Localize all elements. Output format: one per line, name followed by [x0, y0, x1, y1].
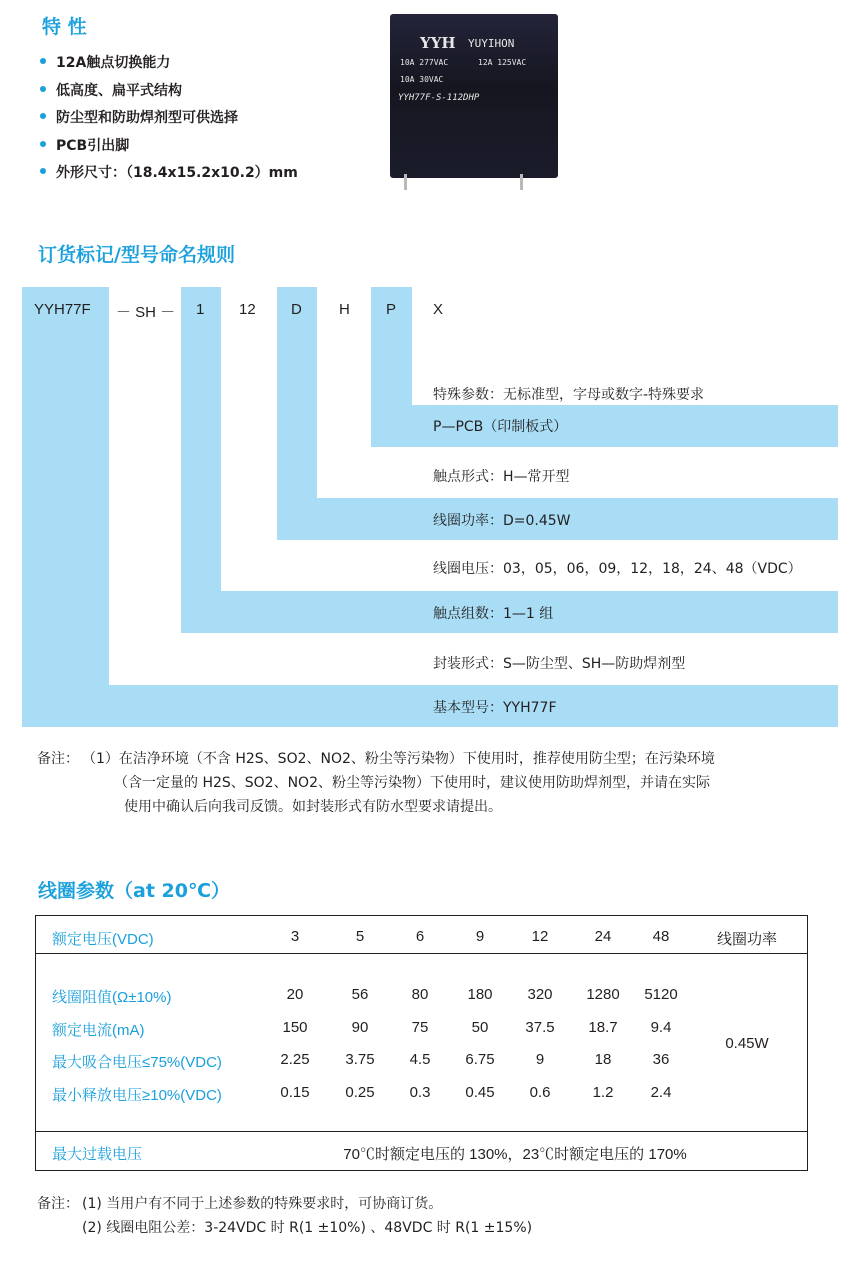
- code-coil-voltage: 12: [239, 301, 256, 318]
- label-contact-count: 触点组数：1—1 组: [433, 606, 554, 622]
- feature-item: 12A触点切换能力: [40, 52, 170, 72]
- label-coil-power: 线圈功率：D=0.45W: [433, 513, 571, 529]
- cell: 9: [535, 1051, 545, 1068]
- bullet-icon: [40, 113, 46, 119]
- label-contact-form: 触点形式：H—常开型: [433, 469, 570, 485]
- bullet-icon: [40, 86, 46, 92]
- table-divider: [35, 953, 808, 954]
- row-label: 线圈阻值(Ω±10%): [52, 989, 172, 1006]
- coil-note-prefix: 备注：: [37, 1196, 79, 1212]
- overload-label: 最大过载电压: [52, 1146, 143, 1163]
- label-bar-base-model: [22, 685, 838, 727]
- code-contact-form: H: [339, 301, 350, 318]
- header-voltage: 9: [475, 928, 485, 945]
- cell: 18.7: [588, 1019, 618, 1036]
- cell: 0.15: [280, 1084, 310, 1101]
- code-coil-power: D: [291, 301, 302, 318]
- table-divider: [35, 1131, 808, 1132]
- cell: 36: [652, 1051, 670, 1068]
- coil-power-value: 0.45W: [725, 1035, 769, 1052]
- ordering-note-line: 使用中确认后向我司反馈。如封装形式有防水型要求请提出。: [124, 799, 502, 815]
- bullet-icon: [40, 141, 46, 147]
- label-base-model: 基本型号：YYH77F: [433, 700, 557, 716]
- relay-rating-1b: 12A 125VAC: [478, 58, 527, 67]
- cell: 1280: [586, 986, 620, 1003]
- feature-item: 低高度、扁平式结构: [40, 80, 182, 100]
- relay-pin: [404, 174, 407, 190]
- ordering-note-line: （1）在洁净环境（不含 H2S、SO2、NO2、粉尘等污染物）下使用时，推荐使用防尘型；在污染环境: [82, 751, 715, 767]
- relay-rating-2: 10A 30VAC: [400, 75, 444, 84]
- cell: 9.4: [650, 1019, 672, 1036]
- ordering-note-line: （含一定量的 H2S、SO2、NO2、粉尘等污染物）下使用时，建议使用防助焊剂型，并请在实际: [114, 775, 710, 791]
- relay-pin: [520, 174, 523, 190]
- header-voltage: 12: [531, 928, 549, 945]
- cell: 320: [527, 986, 553, 1003]
- coil-note-line: (1) 当用户有不同于上述参数的特殊要求时，可协商订货。: [82, 1196, 443, 1212]
- cell: 180: [467, 986, 493, 1003]
- label-package: 封装形式：S—防尘型、SH—防助焊剂型: [433, 656, 686, 672]
- cell: 150: [282, 1019, 308, 1036]
- code-contact-count: 1: [196, 301, 205, 318]
- cell: 20: [286, 986, 304, 1003]
- label-pcb: P—PCB（印制板式）: [433, 419, 568, 435]
- cell: 2.25: [280, 1051, 310, 1068]
- overload-value: 70℃时额定电压的 130%，23℃时额定电压的 170%: [343, 1146, 687, 1163]
- bullet-icon: [40, 168, 46, 174]
- cell: 1.2: [592, 1084, 614, 1101]
- feature-item: PCB引出脚: [40, 135, 129, 155]
- code-special: X: [433, 301, 444, 318]
- feature-item: 防尘型和防助焊剂型可供选择: [40, 107, 238, 127]
- header-voltage: 48: [652, 928, 670, 945]
- header-voltage: 5: [355, 928, 365, 945]
- coil-title: 线圈参数（at 20℃）: [38, 880, 230, 902]
- cell: 37.5: [525, 1019, 555, 1036]
- cell: 90: [351, 1019, 369, 1036]
- row-label: 额定电流(mA): [52, 1022, 145, 1039]
- cell: 0.3: [409, 1084, 431, 1101]
- cell: 0.45: [465, 1084, 495, 1101]
- cell: 2.4: [650, 1084, 672, 1101]
- ordering-title: 订货标记/型号命名规则: [38, 244, 235, 266]
- code-column-base: [22, 287, 109, 727]
- feature-item: 外形尺寸：（18.4x15.2x10.2）mm: [40, 162, 298, 182]
- code-package: － SH －: [116, 304, 176, 321]
- ordering-note-prefix: 备注：: [37, 751, 79, 767]
- features-title: 特 性: [42, 16, 87, 38]
- row-label: 最大吸合电压≤75%(VDC): [52, 1054, 222, 1071]
- cell: 50: [471, 1019, 489, 1036]
- cell: 75: [411, 1019, 429, 1036]
- coil-note-line: (2) 线圈电阻公差：3-24VDC 时 R(1 ±10%) 、48VDC 时 R(1 ±15%): [82, 1220, 533, 1236]
- row-label: 最小释放电压≥10%(VDC): [52, 1087, 222, 1104]
- cell: 4.5: [409, 1051, 431, 1068]
- cell: 18: [594, 1051, 612, 1068]
- cell: 0.25: [345, 1084, 375, 1101]
- relay-rating-1a: 10A 277VAC: [400, 58, 449, 67]
- label-special: 特殊参数：无标准型，字母或数字-特殊要求: [433, 387, 705, 403]
- header-voltage: 6: [415, 928, 425, 945]
- cell: 6.75: [465, 1051, 495, 1068]
- relay-model: YYH77F-S-112DHP: [398, 93, 480, 103]
- relay-brand: YYH: [420, 34, 456, 52]
- cell: 3.75: [345, 1051, 375, 1068]
- header-coil-power: 线圈功率: [716, 931, 777, 948]
- code-column-contact-count: [181, 287, 221, 633]
- cell: 56: [351, 986, 369, 1003]
- code-base-model: YYH77F: [34, 301, 91, 318]
- header-rated-voltage: 额定电压(VDC): [52, 931, 154, 948]
- relay-brand-full: YUYIHON: [468, 37, 515, 50]
- cell: 0.6: [529, 1084, 551, 1101]
- header-voltage: 3: [290, 928, 300, 945]
- cell: 5120: [644, 986, 678, 1003]
- code-pcb: P: [386, 301, 397, 318]
- label-coil-voltage: 线圈电压：03，05，06，09，12，18，24、48（VDC）: [433, 561, 802, 577]
- bullet-icon: [40, 58, 46, 64]
- cell: 80: [411, 986, 429, 1003]
- header-voltage: 24: [594, 928, 612, 945]
